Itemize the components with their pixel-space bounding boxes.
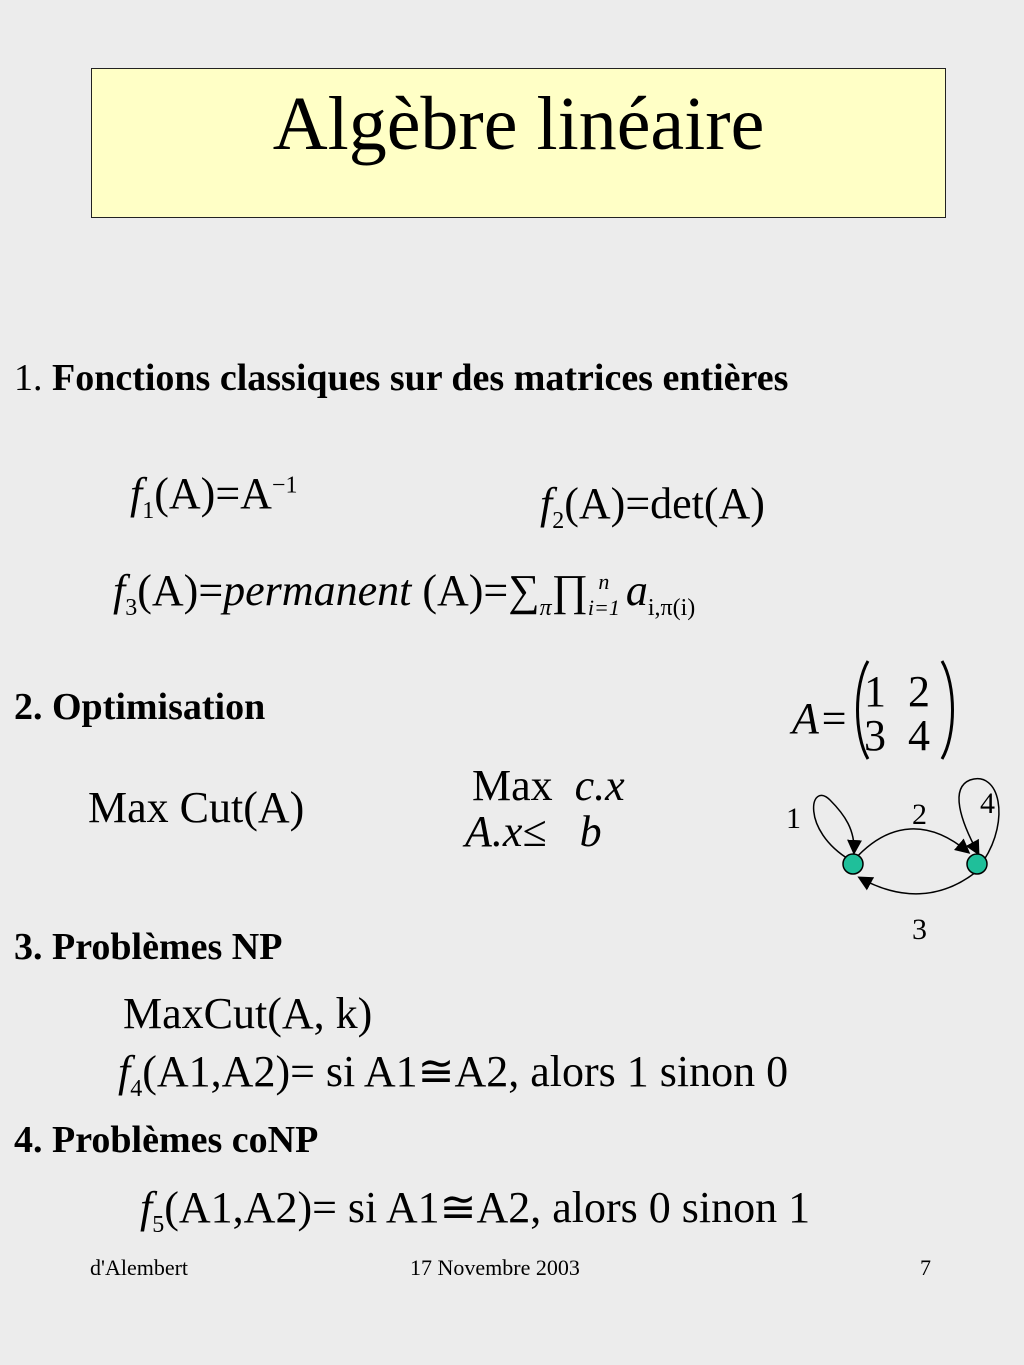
graph-node-1 — [843, 854, 863, 874]
f3-a-sub: i,π(i) — [647, 594, 696, 621]
f3-sum-sub: π — [539, 594, 552, 621]
f3-arg: (A)= — [422, 566, 509, 615]
edge-1-2 — [854, 829, 968, 860]
f4-symbol: f — [118, 1047, 131, 1096]
maxcut-formula: Max Cut(A) — [88, 783, 305, 832]
f3-prod-limits — [588, 569, 620, 621]
section-4-label: 4. Problèmes coNP — [14, 1119, 319, 1161]
f5-subscript: 5 — [152, 1211, 165, 1238]
lp-bound: b — [579, 807, 602, 856]
edge-label-1: 1 — [786, 802, 801, 835]
lp-line-2 — [465, 806, 602, 857]
f2-body: (A)=det(A) — [564, 479, 765, 528]
matrix-r2c2: 4 — [908, 711, 930, 760]
footer-date: 17 Novembre 2003 — [410, 1255, 580, 1280]
page-title: Algèbre linéaire — [272, 82, 765, 166]
f3-a: a — [625, 566, 648, 615]
edge-loop-1 — [814, 795, 854, 860]
f5-body: (A1,A2)= si A1≅A2, alors 0 sinon 1 — [164, 1183, 811, 1232]
section-3-heading — [14, 925, 282, 969]
formula-f2 — [540, 478, 765, 535]
section-4-heading — [14, 1118, 318, 1162]
lp-line-1 — [472, 760, 625, 811]
footer-page-number: 7 — [920, 1255, 931, 1280]
f3-prod-sup: n — [598, 568, 610, 594]
f3-sum: ∑ — [508, 566, 540, 615]
section-1-label: Fonctions classiques sur des matrices entières — [52, 357, 789, 399]
formula-f1 — [130, 468, 297, 525]
matrix-name: A= — [792, 694, 849, 743]
formula-f5 — [140, 1182, 810, 1239]
section-3-label: 3. Problèmes NP — [14, 926, 283, 968]
footer-author: d'Alembert — [90, 1255, 189, 1280]
edge-label-3: 3 — [912, 913, 927, 946]
f1-body: (A)=A — [154, 469, 272, 518]
f1-symbol: f — [130, 469, 143, 518]
formula-f4 — [118, 1046, 788, 1103]
matrix-r1c1: 1 — [864, 667, 886, 716]
matrix-lhs — [792, 693, 849, 744]
lp-constraint: A.x≤ — [465, 807, 547, 856]
edge-label-2: 2 — [912, 798, 927, 831]
f1-subscript: 1 — [142, 497, 155, 524]
graph-node-2 — [967, 854, 987, 874]
formula-f3 — [113, 565, 695, 622]
f2-symbol: f — [540, 479, 553, 528]
matrix-r1c2: 2 — [908, 667, 930, 716]
edge-label-4: 4 — [980, 787, 995, 820]
section-1-heading — [14, 356, 788, 400]
f5-symbol: f — [140, 1183, 153, 1232]
section-2-heading — [14, 685, 265, 729]
matrix-entries — [864, 667, 930, 760]
matrix-r2c1: 3 — [864, 711, 886, 760]
f3-word: permanent — [223, 566, 412, 615]
f3-prod: ∏ — [551, 566, 588, 615]
f3-open: (A)= — [137, 566, 224, 615]
section-2-label: 2. Optimisation — [14, 686, 266, 728]
lp-objective: c.x — [574, 761, 625, 810]
f3-subscript: 3 — [125, 594, 138, 621]
maxcut-k-formula: MaxCut(A, k) — [123, 989, 373, 1038]
title-box — [91, 68, 946, 218]
f4-subscript: 4 — [130, 1075, 143, 1102]
section-1-number: 1. — [14, 357, 43, 399]
f1-superscript: −1 — [271, 472, 298, 499]
f2-subscript: 2 — [552, 507, 565, 534]
f3-symbol: f — [113, 566, 126, 615]
edge-2-1 — [860, 872, 976, 894]
lp-max: Max — [472, 761, 553, 810]
f3-prod-sub: i=1 — [587, 594, 620, 620]
f4-body: (A1,A2)= si A1≅A2, alors 1 sinon 0 — [142, 1047, 789, 1096]
